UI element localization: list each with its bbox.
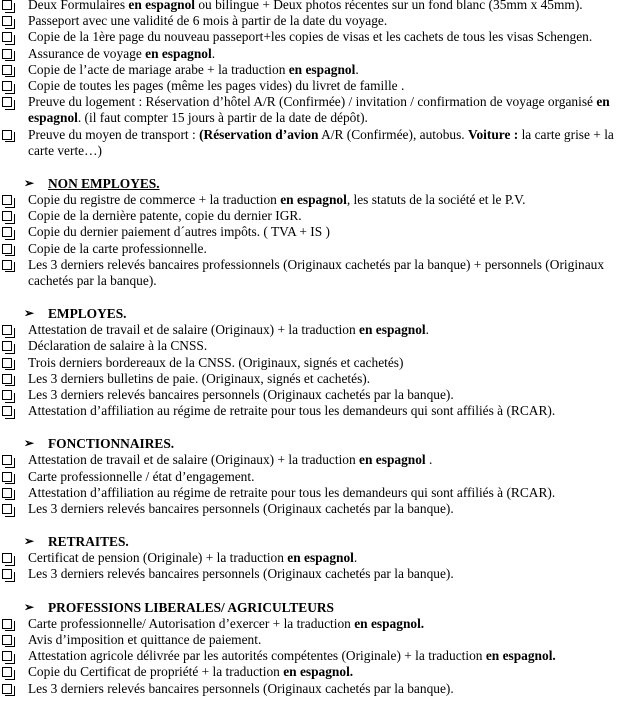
item-text: Les 3 derniers bulletins de paie. (Originaux, signés et cachetés). [28,370,371,386]
checklist-item [0,371,622,387]
item-text: Avis d’imposition et quittance de paiement. [28,631,262,647]
item-text: A/R (Confirmée), autobus. [318,126,468,142]
arrow-bullet-icon: ➢ [24,599,35,614]
checklist-item [0,387,622,403]
checklist-item [0,501,622,517]
checkbox-icon [2,49,12,59]
checklist-item [0,648,622,664]
checklist-item [0,224,622,240]
checkbox-icon [2,341,12,351]
bold-text: en espagnol [288,61,356,77]
checklist-item [0,469,622,485]
item-text: Les 3 derniers relevés bancaires professionnels (Originaux cachetés par la banque) + personnels (Originaux cachetés par la banque). [28,256,605,289]
item-text: Attestation de travail et de salaire (Originaux) + la traduction [28,452,360,468]
checkbox-icon [2,635,12,645]
checklist-item [0,632,622,648]
checkbox-icon [2,211,12,221]
checklist-item [0,403,622,419]
checklist-item [0,681,622,697]
checkbox-icon [2,504,12,514]
checkbox-icon [2,406,12,416]
checkbox-icon [2,472,12,482]
section-title: PROFESSIONS LIBERALES/ AGRICULTEURS [48,599,335,615]
arrow-bullet-icon: ➢ [24,436,35,451]
checklist-item [0,485,622,501]
item-text: Les 3 derniers relevés bancaires personnels (Originaux cachetés par la banque). [28,680,454,696]
bold-text: en espagnol [28,94,610,126]
arrow-bullet-icon: ➢ [24,534,35,549]
arrow-bullet-icon: ➢ [24,176,35,191]
checkbox-icon [2,32,12,42]
section-title: RETRAITES. [48,534,129,550]
arrow-bullet-icon: ➢ [24,306,35,321]
checklist-item [0,322,622,338]
item-text: Copie de la carte professionnelle. [28,240,207,256]
section-title: NON EMPLOYES. [48,176,160,192]
checklist-item [0,550,622,566]
checklist-item [0,127,622,159]
checkbox-icon [2,455,12,465]
section-heading [0,533,622,550]
item-text: Assurance de voyage [28,45,146,61]
item-text: Les 3 derniers relevés bancaires personnels (Originaux cachetés par la banque). [28,566,454,582]
checklist-item [0,355,622,371]
item-text: Certificat de pension (Originale) + la traduction [28,550,288,566]
item-text: . [355,61,359,77]
item-text: Deux Formulaires [28,0,129,12]
item-text: Copie de la 1ère page du nouveau passeport+les copies de visas et les cachets de tous les visas Schengen. [28,29,593,45]
item-text: Attestation agricole délivrée par les autorités compétentes (Originale) + la traduction [28,648,486,664]
item-text: . (il faut compter 15 jours à partir de la date de dépôt). [77,110,368,126]
bold-text: en espagnol. [354,615,425,631]
checkbox-icon [2,553,12,563]
item-text: la carte grise + la carte verte…) [28,126,614,158]
checkbox-icon [2,0,12,10]
section-heading [0,435,622,452]
item-text: ou bilingue + Deux photos récentes sur un fond blanc (35mm x 45mm). [195,0,583,12]
checkbox-icon [2,227,12,237]
item-text: Preuve du moyen de transport : [28,126,200,142]
checkbox-icon [2,374,12,384]
bold-text: en espagnol. [283,664,354,680]
checkbox-icon [2,390,12,400]
checklist-item [0,257,622,289]
item-text: Preuve du logement : Réservation d’hôtel A/R (Confirmée) / invitation / confirmation de voyage organisé [28,94,597,110]
checklist-item [0,62,622,78]
checklist-item [0,13,622,29]
item-text: Les 3 derniers relevés bancaires personnels (Originaux cachetés par la banque). [28,387,454,403]
bold-text: en espagnol [359,322,426,338]
checkbox-icon [2,16,12,26]
checklist-item [0,208,622,224]
checkbox-icon [2,97,12,107]
checklist-item [0,241,622,257]
checklist-item [0,0,622,13]
category-sections [0,175,622,697]
item-text: Trois derniers bordereaux de la CNSS. (Originaux, signés et cachetés) [28,354,404,370]
checkbox-icon [2,325,12,335]
item-text: . [211,45,216,61]
item-text: . [425,322,429,338]
section-heading [0,305,622,322]
item-text: Attestation d’affiliation au régime de retraite pour tous les demandeurs qui sont affiliés à (RCAR). [28,403,556,419]
bold-text: en espagnol [145,45,212,61]
item-text: . [353,550,358,566]
item-text: Passeport avec une validité de 6 mois à partir de la date du voyage. [28,13,388,29]
item-text: Les 3 derniers relevés bancaires personnels (Originaux cachetés par la banque). [28,501,454,517]
bold-text: (Réservation d’avion [199,126,319,142]
item-text: Déclaration de salaire à la CNSS. [28,338,208,354]
bold-text: Voiture : [468,126,519,142]
intro-checklist [0,0,622,159]
checklist-item [0,94,622,126]
item-text: Copie de la dernière patente, copie du dernier IGR. [28,208,302,224]
checkbox-icon [2,619,12,629]
checkbox-icon [2,65,12,75]
item-text: Carte professionnelle/ Autorisation d’exercer + la traduction [28,615,355,631]
checkbox-icon [2,195,12,205]
section-title: FONCTIONNAIRES. [48,436,175,452]
checklist-item [0,616,622,632]
checkbox-icon [2,260,12,270]
checkbox-icon [2,244,12,254]
bold-text: en espagnol. [485,648,556,664]
checklist-item [0,338,622,354]
checkbox-icon [2,667,12,677]
item-text: Copie du Certificat de propriété + la traduction [28,664,284,680]
checklist-item [0,452,622,468]
item-text: Carte professionnelle / état d’engagement. [28,468,255,484]
item-text: Attestation de travail et de salaire (Originaux) + la traduction [28,322,360,338]
checkbox-icon [2,488,12,498]
checkbox-icon [2,81,12,91]
section-heading [0,175,622,192]
bold-text: en espagnol [128,0,196,12]
section-heading [0,599,622,616]
item-text: Attestation d’affiliation au régime de retraite pour tous les demandeurs qui sont affiliés à (RCAR). [28,484,556,500]
checkbox-icon [2,358,12,368]
item-text: Copie de toutes les pages (même les pages vides) du livret de famille . [28,78,405,94]
checklist-item [0,29,622,45]
item-text: Copie de l’acte de mariage arabe + la traduction [28,61,289,77]
section-title: EMPLOYES. [48,306,127,322]
item-text: , les statuts de la société et le P.V. [346,192,526,208]
checklist-item [0,664,622,680]
checkbox-icon [2,130,12,140]
checkbox-icon [2,684,12,694]
checklist-item [0,192,622,208]
checklist-item [0,78,622,94]
bold-text: en espagnol [280,192,347,208]
bold-text: en espagnol [287,550,354,566]
item-text: Copie du registre de commerce + la traduction [28,192,281,208]
item-text: . [425,452,433,468]
checkbox-icon [2,569,12,579]
item-text: Copie du dernier paiement d´autres impôts. ( TVA + IS ) [28,224,330,240]
bold-text: en espagnol [359,452,426,468]
checkbox-icon [2,651,12,661]
checklist-item [0,46,622,62]
checklist-item [0,566,622,582]
